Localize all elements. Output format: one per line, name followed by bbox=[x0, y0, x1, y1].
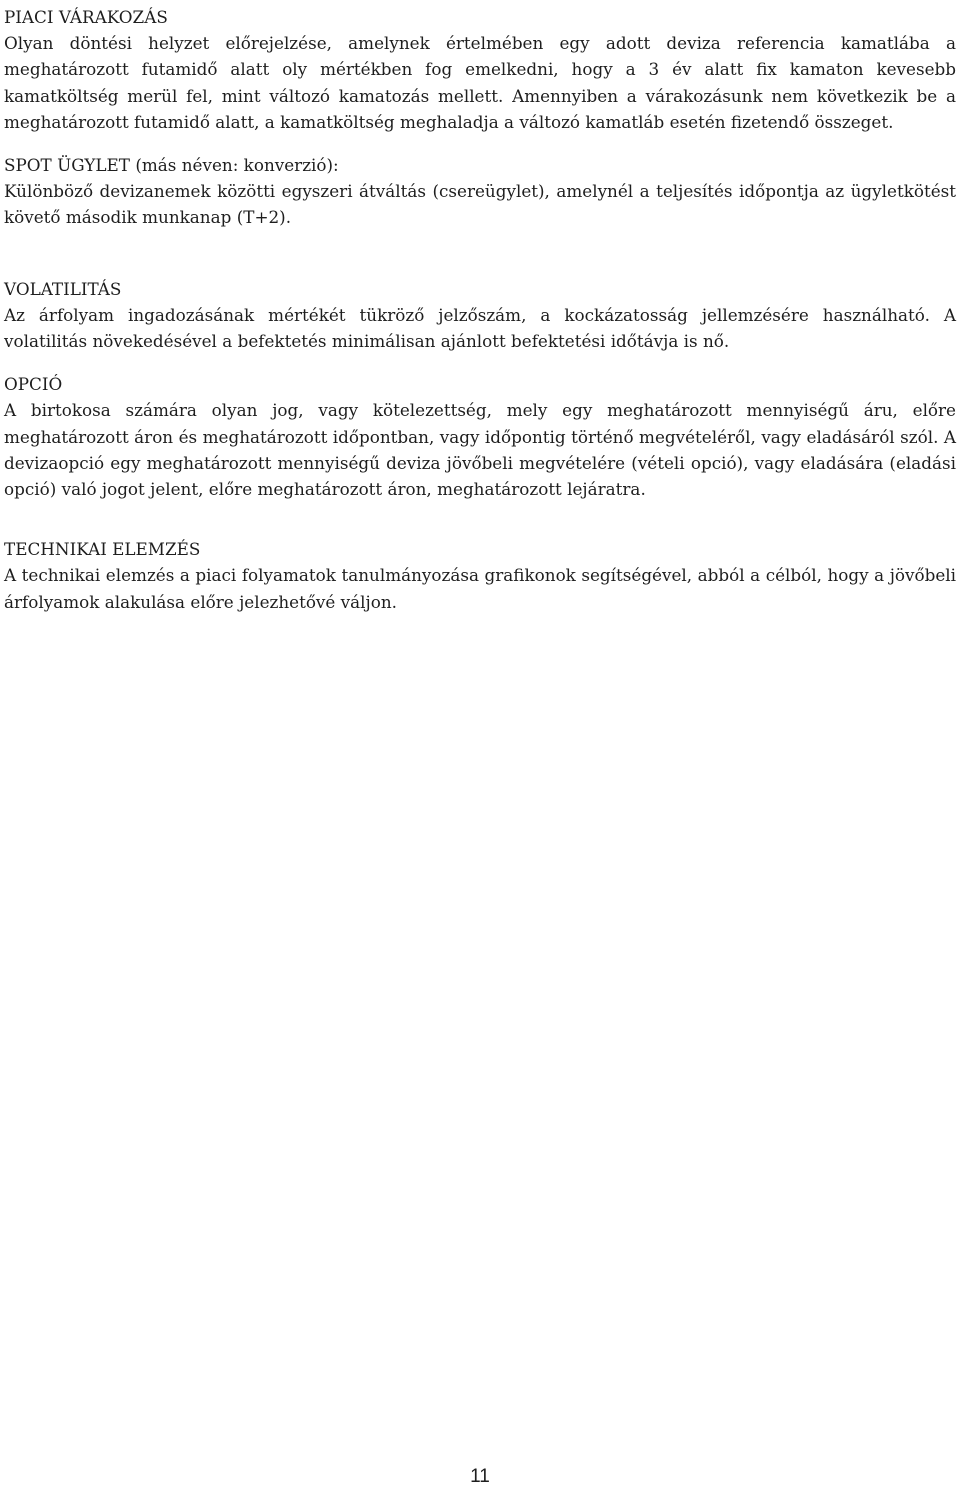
section-body: Az árfolyam ingadozásának mértékét tükröző jelzőszám, a kockázatosság jellemzésére használható. A volatilitás növekedésével a befektetés minimálisan ajánlott befektetési időtávja is nő. bbox=[4, 304, 956, 352]
spacer bbox=[4, 354, 956, 371]
section-opcio bbox=[4, 371, 956, 502]
spacer bbox=[4, 502, 956, 536]
page-number: 11 bbox=[470, 1466, 490, 1487]
spacer bbox=[4, 231, 956, 276]
section-volatilitas bbox=[4, 276, 956, 355]
section-body: Olyan döntési helyzet előrejelzése, amelynek értelmében egy adott deviza referencia kamatlába a meghatározott futamidő alatt oly mértékben fog emelkedni, hogy a 3 év alatt fix kamaton kevesebb kamatköltség merül fel, mint változó kamatozás mellett. Amennyiben a várakozásunk nem következik be a meghatározott futamidő alatt, a kamatköltség meghaladja a változó kamatláb esetén fizetendő összeget. bbox=[4, 33, 956, 132]
section-spot-ugylet bbox=[4, 152, 956, 231]
section-technikai-elemzes bbox=[4, 536, 956, 615]
section-heading: PIACI VÁRAKOZÁS bbox=[4, 7, 168, 27]
section-body: A birtokosa számára olyan jog, vagy kötelezettség, mely egy meghatározott mennyiségű áru, előre meghatározott áron és meghatározott időpontban, vagy időpontig történő megvételéről, vagy eladásáról szól. A devizaopció egy meghatározott mennyiségű deviza jövőbeli megvételére (vételi opció), vagy eladására (eladási opció) való jogot jelent, előre meghatározott áron, meghatározott lejáratra. bbox=[4, 400, 956, 500]
section-body: Különböző devizanemek közötti egyszeri átváltás (csereügylet), amelynél a teljesítés időpontja az ügyletkötést követő második munkanap (T+2). bbox=[4, 181, 956, 228]
section-piaci-varakozas bbox=[4, 4, 956, 135]
section-heading: TECHNIKAI ELEMZÉS bbox=[4, 539, 201, 560]
section-heading: SPOT ÜGYLET (más néven: konverzió): bbox=[4, 155, 339, 176]
document-page bbox=[4, 4, 956, 1487]
section-body: A technikai elemzés a piaci folyamatok tanulmányozása grafikonok segítségével, abból a célból, hogy a jövőbeli árfolyamok alakulása előre jelezhetővé váljon. bbox=[4, 565, 956, 612]
spacer bbox=[4, 135, 956, 152]
section-heading: OPCIÓ bbox=[4, 374, 63, 395]
section-heading: VOLATILITÁS bbox=[4, 278, 122, 299]
